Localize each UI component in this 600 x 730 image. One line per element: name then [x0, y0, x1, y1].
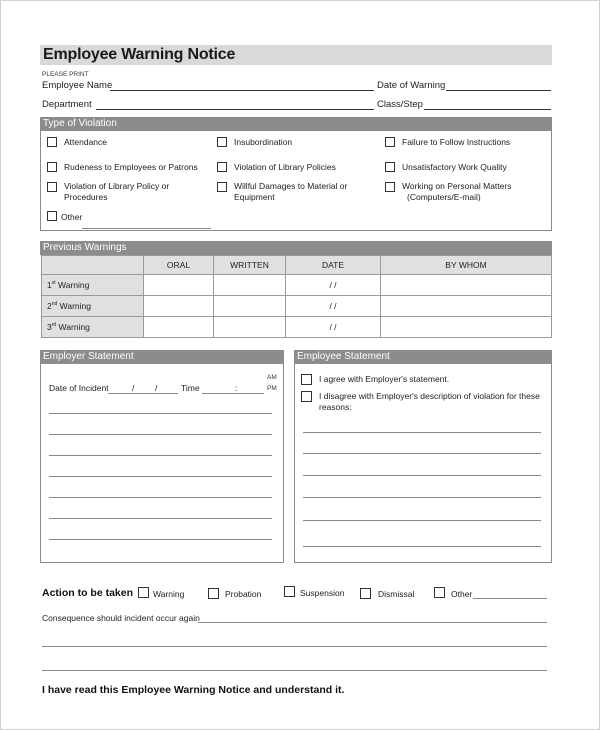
written-cell[interactable] — [214, 317, 286, 338]
failure-to-follow-label: Failure to Follow Instructions — [402, 137, 511, 147]
warning-row-label: 1st Warning — [42, 275, 144, 296]
pm-option[interactable]: PM — [267, 385, 277, 392]
willful-damages-checkbox[interactable] — [217, 182, 227, 192]
warning-action-checkbox[interactable] — [138, 587, 149, 598]
insubordination-checkbox[interactable] — [217, 137, 227, 147]
insubordination-label: Insubordination — [234, 137, 293, 147]
time-field[interactable] — [202, 393, 264, 394]
time-label: Time — [181, 383, 200, 393]
by-whom-cell[interactable] — [381, 296, 552, 317]
suspension-action-label: Suspension — [300, 588, 345, 598]
violation-policies-checkbox[interactable] — [217, 162, 227, 172]
unsatisfactory-quality-label: Unsatisfactory Work Quality — [402, 162, 507, 172]
column-header-oral: ORAL — [144, 256, 214, 275]
employee-reason-line[interactable] — [303, 546, 541, 547]
attendance-label: Attendance — [64, 137, 108, 147]
employee-statement-header: Employee Statement — [294, 350, 552, 364]
consequence-label: Consequence should incident occur again — [42, 613, 200, 623]
other-action-field[interactable] — [473, 598, 547, 599]
warning-row-label: 3rd Warning — [42, 317, 144, 338]
unsatisfactory-quality-checkbox[interactable] — [385, 162, 395, 172]
warning-action-label: Warning — [153, 589, 185, 599]
other-violation-field[interactable] — [82, 228, 211, 229]
table-row — [42, 275, 552, 296]
other-action-checkbox[interactable] — [434, 587, 445, 598]
personal-matters-checkbox[interactable] — [385, 182, 395, 192]
employee-reason-line[interactable] — [303, 432, 541, 433]
employee-name-label: Employee Name — [42, 80, 113, 91]
table-row — [42, 296, 552, 317]
failure-to-follow-checkbox[interactable] — [385, 137, 395, 147]
action-label: Action to be taken — [42, 587, 134, 599]
rudeness-label: Rudeness to Employees or Patrons — [64, 162, 198, 172]
personal-matters-label: Working on Personal Matters (Computers/E-mail) — [402, 181, 512, 202]
am-option[interactable]: AM — [267, 374, 277, 381]
employer-statement-line[interactable] — [49, 539, 272, 540]
warning-row-label: 2nd Warning — [42, 296, 144, 317]
by-whom-cell[interactable] — [381, 317, 552, 338]
attendance-checkbox[interactable] — [47, 137, 57, 147]
agree-checkbox[interactable] — [301, 374, 312, 385]
probation-action-label: Probation — [225, 589, 262, 599]
probation-action-checkbox[interactable] — [208, 588, 219, 599]
date-slash-1: / — [132, 383, 135, 393]
disagree-label: I disagree with Employer's description of violation for these reasons: — [319, 391, 540, 412]
agree-label: I agree with Employer's statement. — [319, 374, 450, 384]
employee-reason-line[interactable] — [303, 497, 541, 498]
violation-policy-procedures-label: Violation of Library Policy or Procedures — [64, 181, 170, 202]
violation-policies-label: Violation of Library Policies — [234, 162, 336, 172]
dismissal-action-label: Dismissal — [378, 589, 415, 599]
previous-warnings-header: Previous Warnings — [40, 241, 552, 255]
page-title: Employee Warning Notice — [43, 46, 236, 63]
table-header-row — [42, 256, 552, 275]
column-header-date: DATE — [286, 256, 381, 275]
written-cell[interactable] — [214, 275, 286, 296]
employee-reason-line[interactable] — [303, 453, 541, 454]
employer-statement-header: Employer Statement — [40, 350, 284, 364]
type-of-violation-header: Type of Violation — [40, 117, 552, 131]
date-cell[interactable]: / / — [286, 275, 381, 296]
previous-warnings-table — [41, 255, 552, 338]
rudeness-checkbox[interactable] — [47, 162, 57, 172]
other-action-label: Other — [451, 589, 473, 599]
written-cell[interactable] — [214, 296, 286, 317]
employee-name-field[interactable] — [110, 90, 374, 91]
violation-policy-procedures-checkbox[interactable] — [47, 182, 57, 192]
please-print-note: PLEASE PRINT — [42, 71, 89, 78]
employer-statement-line[interactable] — [49, 413, 272, 414]
date-of-warning-label: Date of Warning — [377, 80, 446, 91]
oral-cell[interactable] — [144, 296, 214, 317]
employer-statement-line[interactable] — [49, 476, 272, 477]
column-header-blank — [42, 256, 144, 275]
date-slash-2: / — [155, 383, 158, 393]
consequence-line[interactable] — [42, 670, 547, 671]
oral-cell[interactable] — [144, 275, 214, 296]
employer-statement-line[interactable] — [49, 455, 272, 456]
time-colon: : — [235, 383, 238, 393]
date-cell[interactable]: / / — [286, 296, 381, 317]
employer-statement-line[interactable] — [49, 518, 272, 519]
consequence-field[interactable] — [198, 622, 547, 623]
other-violation-label: Other — [61, 212, 83, 222]
department-field[interactable] — [96, 109, 374, 110]
class-step-label: Class/Step — [377, 99, 423, 110]
date-of-warning-field[interactable] — [446, 90, 551, 91]
other-violation-checkbox[interactable] — [47, 211, 57, 221]
employer-statement-line[interactable] — [49, 497, 272, 498]
oral-cell[interactable] — [144, 317, 214, 338]
class-step-field[interactable] — [424, 109, 551, 110]
column-header-by-whom: BY WHOM — [381, 256, 552, 275]
employer-statement-line[interactable] — [49, 434, 272, 435]
consequence-line[interactable] — [42, 646, 547, 647]
column-header-written: WRITTEN — [214, 256, 286, 275]
department-label: Department — [42, 99, 92, 110]
date-of-incident-field[interactable] — [108, 393, 178, 394]
date-of-incident-label: Date of Incident — [49, 383, 109, 393]
table-row — [42, 317, 552, 338]
by-whom-cell[interactable] — [381, 275, 552, 296]
dismissal-action-checkbox[interactable] — [360, 588, 371, 599]
acknowledgement-text: I have read this Employee Warning Notice and understand it. — [42, 684, 345, 696]
employee-reason-line[interactable] — [303, 520, 541, 521]
disagree-checkbox[interactable] — [301, 391, 312, 402]
willful-damages-label: Willful Damages to Material or Equipment — [234, 181, 348, 202]
suspension-action-checkbox[interactable] — [284, 586, 295, 597]
date-cell[interactable]: / / — [286, 317, 381, 338]
employee-reason-line[interactable] — [303, 475, 541, 476]
